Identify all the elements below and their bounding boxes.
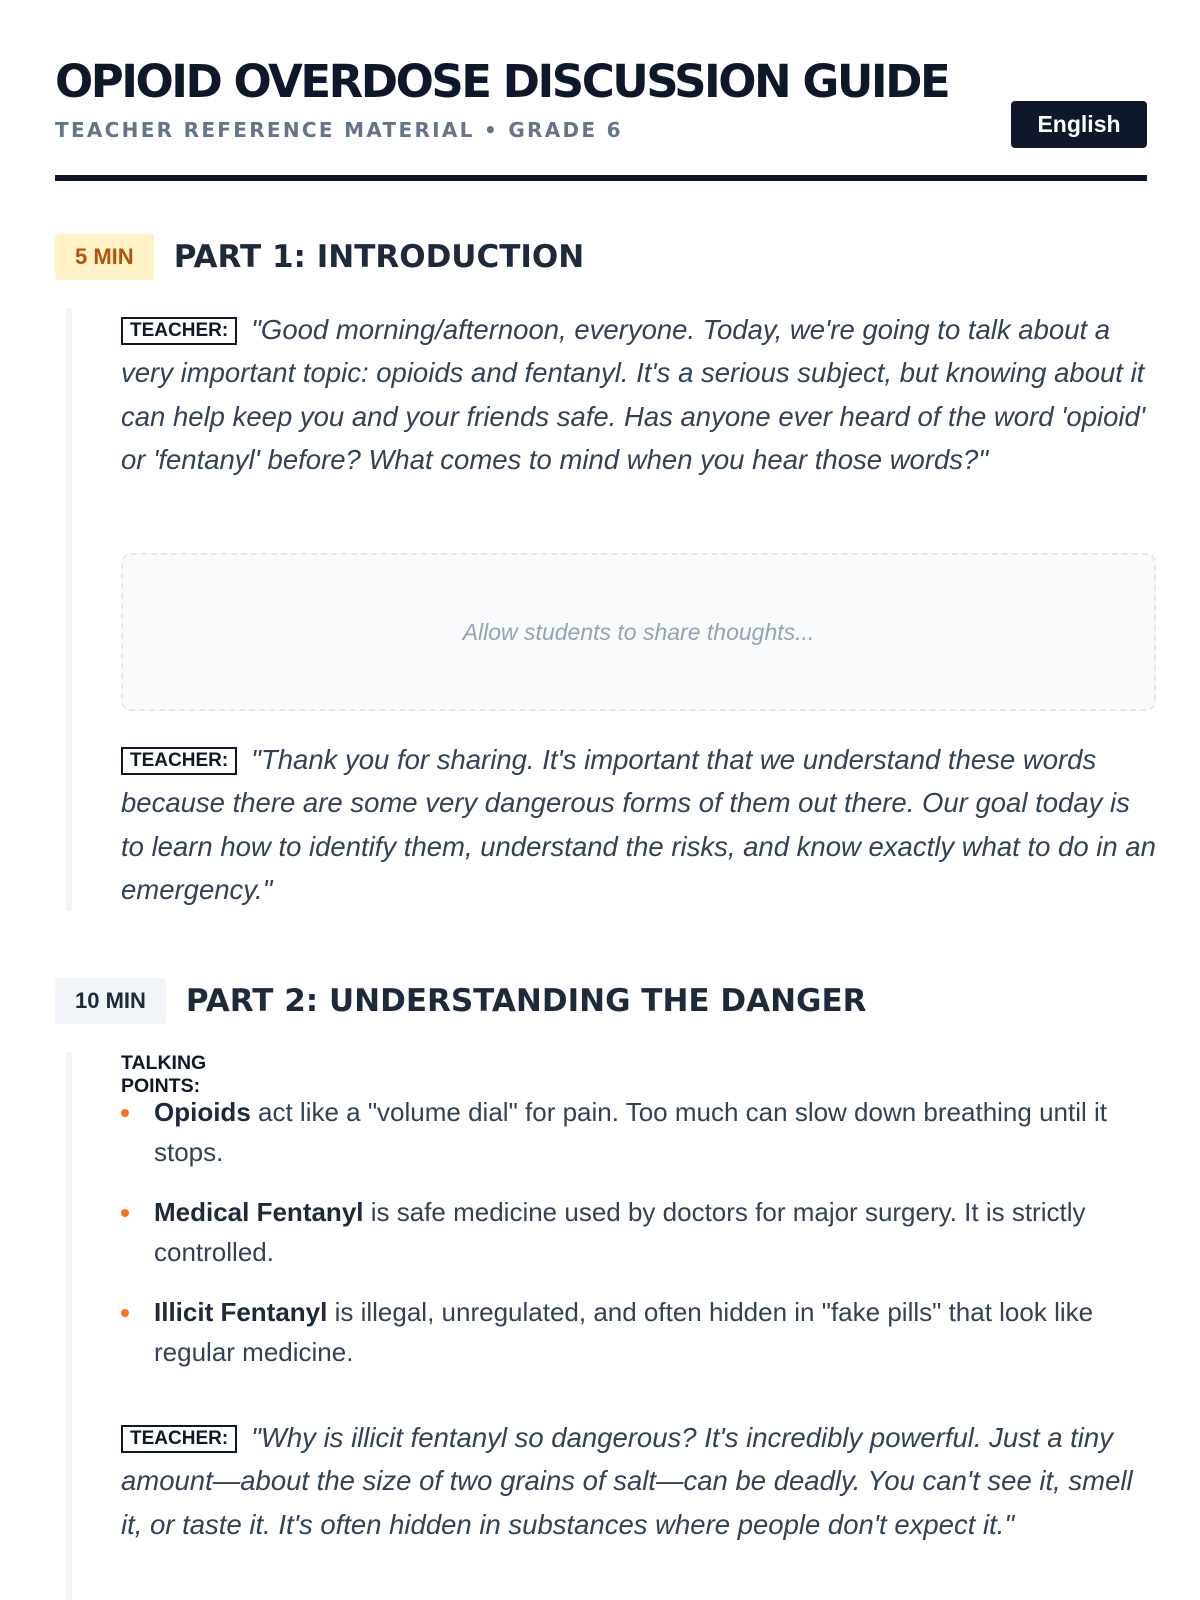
point-text: is illegal, unregulated, and often hidden in "fake pills" that look like regular medicine. — [154, 1297, 1094, 1367]
point-text: is safe medicine used by doctors for major surgery. It is strictly controlled. — [154, 1197, 1086, 1267]
dialogue-text: "Why is illicit fentanyl so dangerous? It's incredibly powerful. Just a tiny amount—about the size of two grains of salt—can be deadly. You can't see it, smell it, or taste it. It's often hidden in substances where people don't expect it." — [121, 1422, 1133, 1540]
bullet-dot-icon — [121, 1309, 129, 1317]
section-title: PART 1: INTRODUCTION — [173, 239, 585, 275]
teacher-dialogue — [121, 308, 1156, 481]
part1-body — [66, 308, 1156, 911]
page-header — [55, 55, 1147, 181]
term: Opioids — [154, 1097, 251, 1127]
dialogue-text: "Thank you for sharing. It's important that we understand these words because there are some very dangerous forms of them out there. Our goal today is to learn how to identify them, understand the risks, and know exactly what to do in an emergency." — [121, 744, 1156, 905]
teacher-dialogue — [121, 738, 1156, 911]
student-response-area — [121, 553, 1156, 711]
list-item — [121, 1092, 1156, 1172]
part2-body — [66, 1052, 1133, 1600]
bullet-dot-icon — [121, 1209, 129, 1217]
teacher-label: TEACHER: — [121, 317, 237, 345]
term: Medical Fentanyl — [154, 1197, 364, 1227]
point-text: act like a "volume dial" for pain. Too much can slow down breathing until it stops. — [154, 1097, 1107, 1167]
dialogue-text: "Good morning/afternoon, everyone. Today, we're going to talk about a very important topic: opioids and fentanyl. It's a serious subject, but knowing about it can help keep you and your friends safe. Has anyone ever heard of the word 'opioid' or 'fentanyl' before? What comes to mind when you hear those words?" — [121, 314, 1146, 475]
part2-header — [55, 978, 867, 1024]
section-title: PART 2: UNDERSTANDING THE DANGER — [185, 983, 867, 1019]
term: Illicit Fentanyl — [154, 1297, 328, 1327]
part1-header — [55, 234, 584, 280]
talking-points-label: TALKING POINTS: — [121, 1052, 207, 1097]
list-item — [121, 1192, 1156, 1272]
teacher-label: TEACHER: — [121, 747, 237, 775]
page-title: OPIOID OVERDOSE DISCUSSION GUIDE — [55, 55, 949, 108]
talking-points-list — [121, 1092, 1156, 1392]
time-badge: 5 MIN — [55, 234, 154, 280]
time-badge: 10 MIN — [55, 978, 166, 1024]
teacher-label: TEACHER: — [121, 1425, 237, 1453]
list-item — [121, 1292, 1156, 1372]
teacher-dialogue — [121, 1416, 1156, 1546]
language-button[interactable]: English — [1011, 101, 1147, 148]
bullet-dot-icon — [121, 1109, 129, 1117]
response-placeholder: Allow students to share thoughts... — [462, 618, 815, 645]
page-subtitle: TEACHER REFERENCE MATERIAL • GRADE 6 — [55, 118, 623, 142]
